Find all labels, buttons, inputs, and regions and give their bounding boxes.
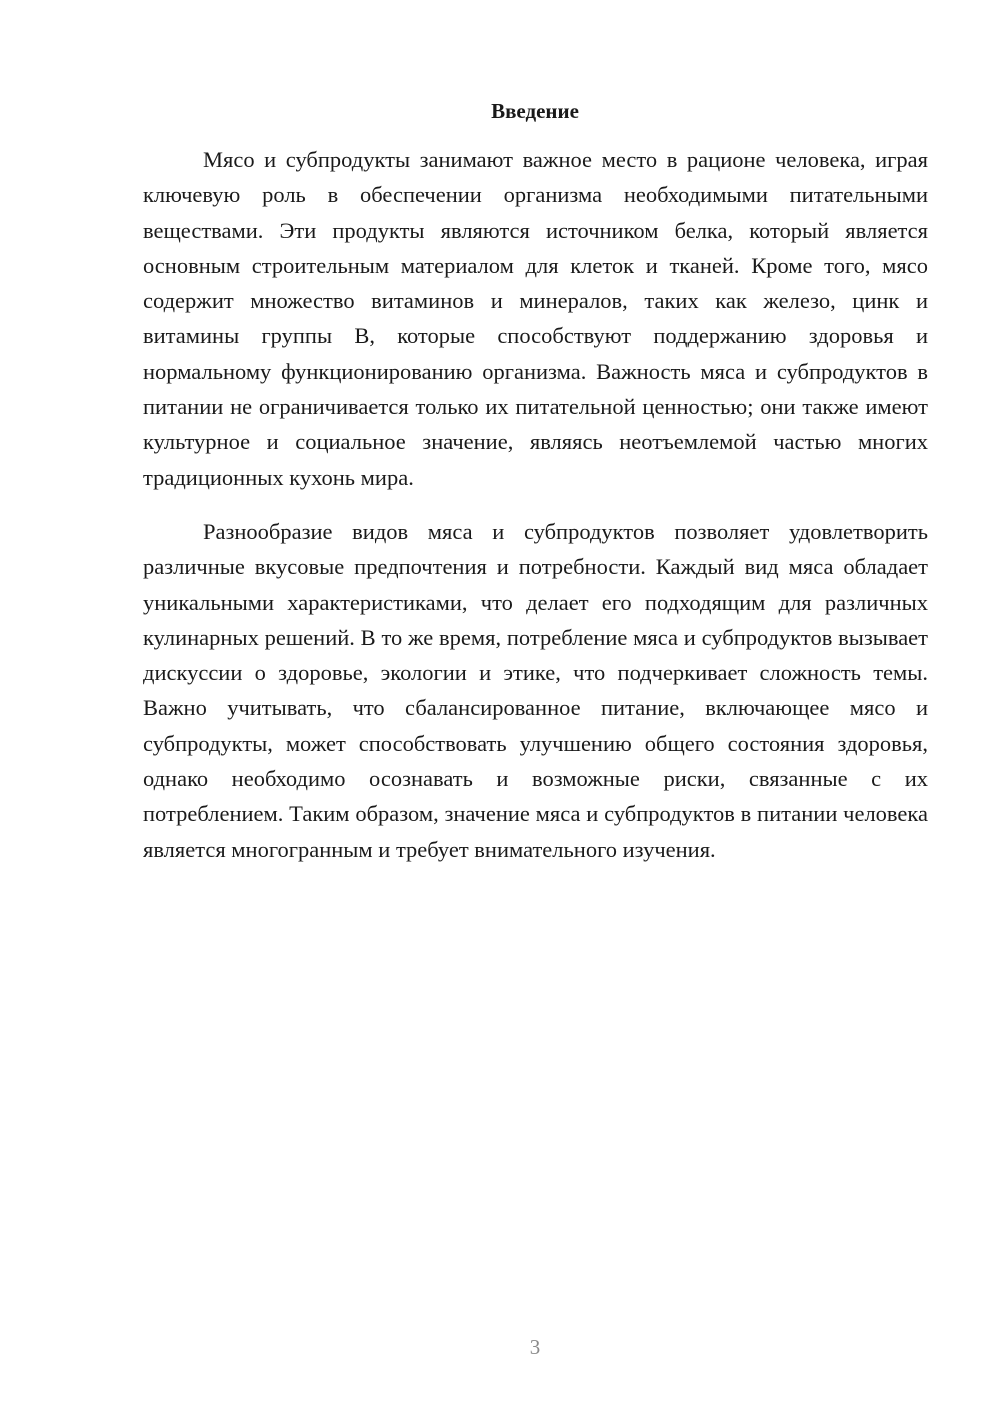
page-number: 3 xyxy=(529,1335,541,1359)
paragraph-1: Мясо и субпродукты занимают важное место в рационе человека, играя ключевую роль в обеспечении организма необходимыми питательными веществами. Эти продукты являются источником белка, который является основным строительным материалом для клеток и тканей. Кроме того, мясо содержит множество витаминов и минералов, таких как железо, цинк и витамины группы B, которые способствуют поддержанию здоровья и нормальному функционированию организма. Важность мяса и субпродуктов в питании не ограничивается только их питательной ценностью; они также имеют культурное и социальное значение, являясь неотъемлемой частью многих традиционных кухонь мира. xyxy=(143,147,928,490)
paragraph-2: Разнообразие видов мяса и субпродуктов позволяет удовлетворить различные вкусовые предпочтения и потребности. Каждый вид мяса обладает уникальными характеристиками, что делает его подходящим для различных кулинарных решений. В то же время, потребление мяса и субпродуктов вызывает дискуссии о здоровье, экологии и этике, что подчеркивает сложность темы. Важно учитывать, что сбалансированное питание, включающее мясо и субпродукты, может способствовать улучшению общего состояния здоровья, однако необходимо осознавать и возможные риски, связанные с их потреблением. Таким образом, значение мяса и субпродуктов в питании человека является многогранным и требует внимательного изучения. xyxy=(143,518,928,862)
body-text xyxy=(143,142,928,867)
section-heading: Введение xyxy=(491,99,579,123)
